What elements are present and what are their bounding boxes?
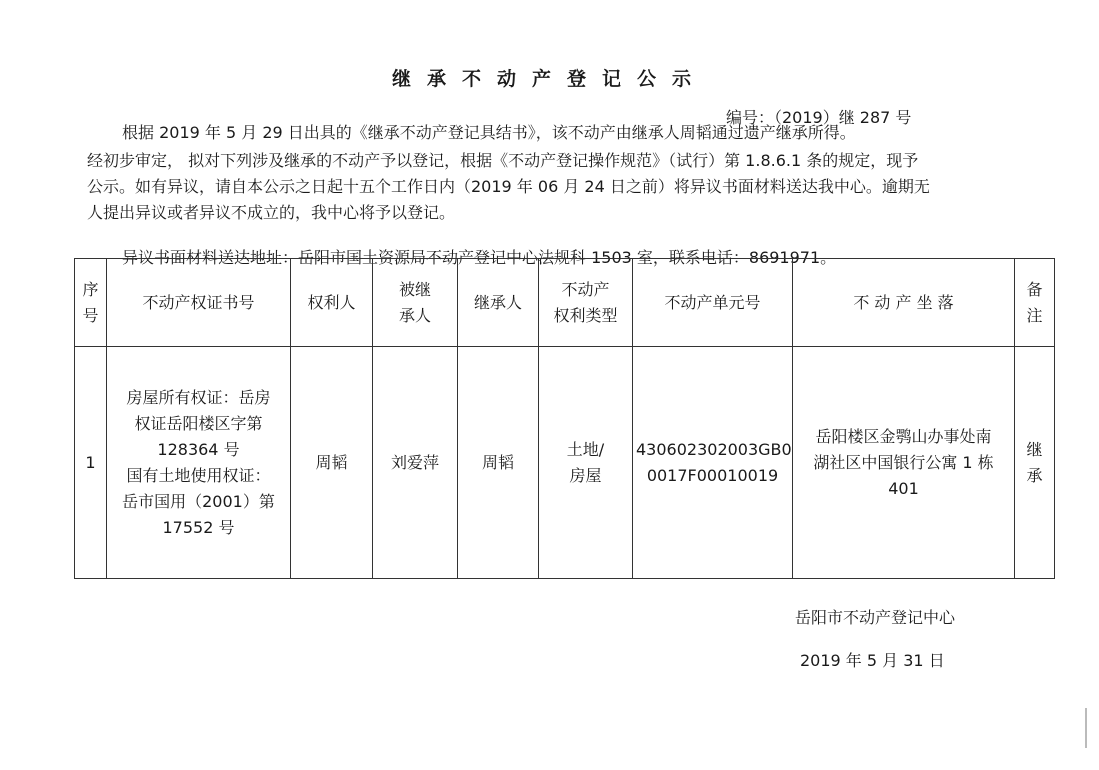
paragraph-line-1: 根据 2019 年 5 月 29 日出具的《继承不动产登记具结书》，该不动产由继承人周韬通过遗产继承所得。 xyxy=(122,123,856,142)
cell-heir: 周韬 xyxy=(458,347,539,579)
paragraph-line-2: 经初步审定， 拟对下列涉及继承的不动产予以登记，根据《不动产登记操作规范》（试行）第 1.8.6.1 条的规定，现予 xyxy=(87,151,919,170)
header-owner: 权利人 xyxy=(291,259,373,347)
cell-unit-no: 430602302003GB0 0017F00010019 xyxy=(633,347,793,579)
table-row xyxy=(75,347,1055,579)
cell-location: 岳阳楼区金鹗山办事处南 湖社区中国银行公寓 1 栋 401 xyxy=(793,347,1015,579)
header-seq: 序 号 xyxy=(75,259,107,347)
header-cert-no: 不动产权证书号 xyxy=(107,259,291,347)
registration-table xyxy=(74,258,1055,579)
cell-note: 继 承 xyxy=(1015,347,1055,579)
header-unit-no: 不动产单元号 xyxy=(633,259,793,347)
header-location: 不 动 产 坐 落 xyxy=(793,259,1015,347)
page-title: 继承不动产登记公示 xyxy=(391,68,707,90)
paragraph-line-4: 人提出异议或者异议不成立的，我中心将予以登记。 xyxy=(87,203,456,222)
issuer-name: 岳阳市不动产登记中心 xyxy=(795,608,956,627)
cell-seq: 1 xyxy=(75,347,107,579)
header-right-type: 不动产 权利类型 xyxy=(539,259,633,347)
table-header-row xyxy=(75,259,1055,347)
scan-edge-mark xyxy=(1085,708,1087,748)
objection-address-line: 异议书面材料送达地址：岳阳市国土资源局不动产登记中心法规科 1503 室，联系电话：8691971。 xyxy=(122,248,837,267)
header-deceased: 被继 承人 xyxy=(373,259,458,347)
cell-owner: 周韬 xyxy=(291,347,373,579)
document-number: 编号：（2019）继 287 号 xyxy=(726,108,912,127)
header-note: 备 注 xyxy=(1015,259,1055,347)
cell-deceased: 刘爱萍 xyxy=(373,347,458,579)
issue-date: 2019 年 5 月 31 日 xyxy=(800,651,945,670)
cell-cert-no: 房屋所有权证：岳房 权证岳阳楼区字第 128364 号 国有土地使用权证： 岳市国用（2001）第 17552 号 xyxy=(107,347,291,579)
header-heir: 继承人 xyxy=(458,259,539,347)
paragraph-line-3: 公示。如有异议，请自本公示之日起十五个工作日内（2019 年 06 月 24 日之前）将异议书面材料送达我中心。逾期无 xyxy=(87,177,930,196)
cell-right-type: 土地/ 房屋 xyxy=(539,347,633,579)
